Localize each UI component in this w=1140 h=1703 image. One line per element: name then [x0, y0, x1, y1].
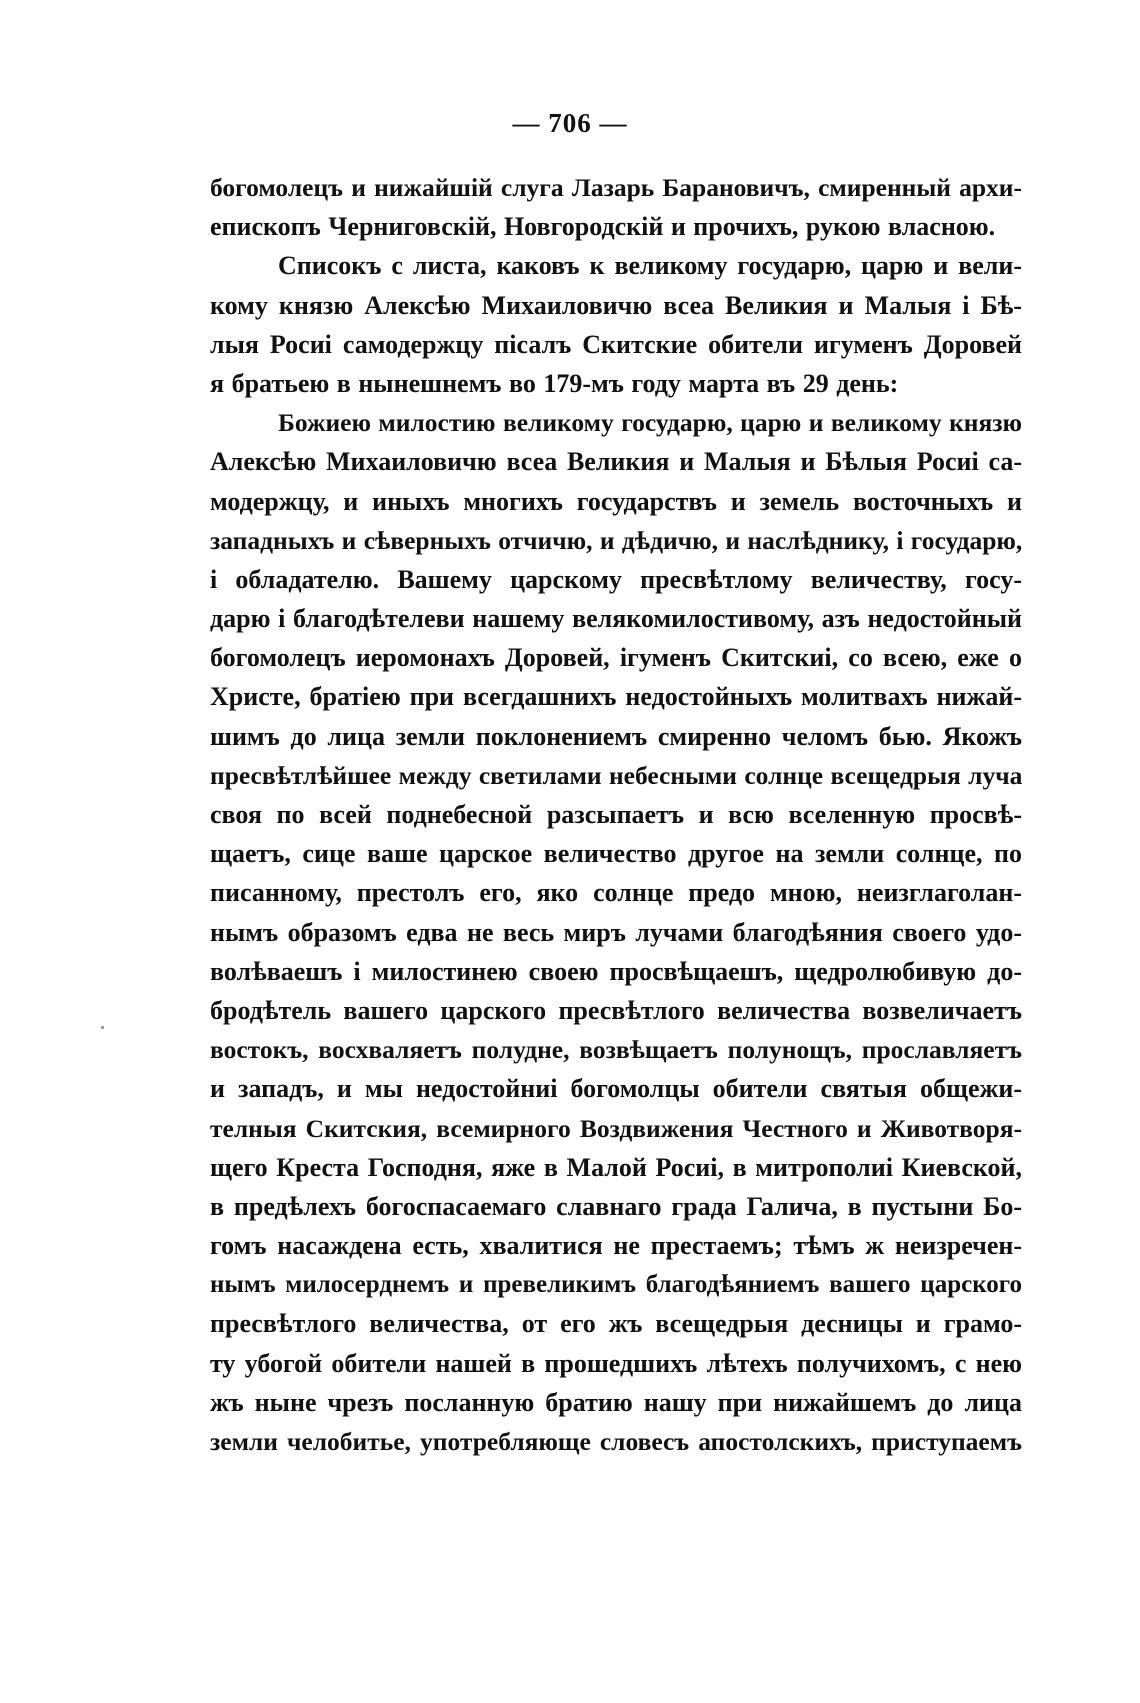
paragraph-first-line: Божиею милостию великому государю, царю и великому князю [278, 408, 1022, 438]
text-line: богомолецъ иеромонахъ Доровей, ігуменъ Скитскиі, со всею, еже о [210, 643, 1022, 673]
text-line: жъ ныне чрезъ посланную братию нашу при нижайшемъ до лица [210, 1387, 1022, 1417]
text-line: и западъ, и мы недостойниі богомолцы обители святыя общежи- [210, 1074, 1022, 1104]
text-line: модержцу, и иныхъ многихъ государствъ и земель восточныхъ и [210, 486, 1022, 516]
text-line: пресвѣтлого величества, от его жъ всещедрыя десницы и грамо- [210, 1309, 1022, 1339]
text-line: пресвѣтлѣйшее между светилами небесными солнце всещедрыя луча [210, 760, 1023, 790]
text-line: я братьею в нынешнемъ во 179-мъ году марта въ 29 день: [210, 368, 899, 398]
page-number: — 706 — [512, 108, 628, 138]
text-line: Алексѣю Михаиловичю всеа Великия и Малыя и Бѣлыя Росиі са- [210, 447, 1022, 477]
text-line: волѣваешъ і милостинею своею просвѣщаешъ, щедролюбивую до- [210, 956, 1022, 986]
text-line: шимъ до лица земли поклонениемъ смиренно челомъ бью. Якожъ [210, 721, 1022, 751]
text-line: телныя Скитския, всемирного Воздвижения Честного и Животворя- [210, 1113, 1022, 1143]
body-text [210, 168, 1022, 1461]
text-line: гомъ насаждена есть, хвалитися не престаемъ; тѣмъ ж неизречен- [210, 1231, 1022, 1261]
text-line: епископъ Черниговскій, Новгородскій и прочихъ, рукою власною. [210, 212, 996, 242]
text-line: бродѣтель вашего царского пресвѣтлого величества возвеличаетъ [210, 995, 1022, 1025]
text-line: своя по всей поднебесной разсыпаетъ и всю вселенную просвѣ- [210, 800, 1022, 829]
text-line: западныхъ и сѣверныхъ отчичю, и дѣдичю, и наслѣднику, і государю, [210, 525, 1023, 555]
text-line: і обладателю. Вашему царскому пресвѣтлому величеству, госу- [210, 564, 1022, 594]
text-line: щего Креста Господня, яже в Малой Росиі, в митрополиі Киевской, [210, 1152, 1022, 1182]
text-line: Христе, братіею при всегдашнихъ недостойныхъ молитвахъ нижай- [210, 682, 1022, 712]
text-line: кому князю Алексѣю Михаиловичю всеа Великия и Малыя і Бѣ- [210, 290, 1022, 320]
text-line: земли челобитье, употребляюще словесъ апостолскихъ, приступаемъ [210, 1427, 1022, 1456]
text-line: лыя Росиі самодержцу пісалъ Скитские обители игуменъ Доровей [210, 329, 1022, 359]
text-line: нымъ милосерднемъ и превеликимъ благодѣяниемъ вашего царского [210, 1271, 1022, 1299]
text-line: ту убогой обители нашей в прошедшихъ лѣтехъ получихомъ, с нею [210, 1348, 1022, 1378]
text-line: богомолецъ и нижайшій слуга Лазарь Барановичъ, смиренный архи- [210, 173, 1022, 202]
text-line: нымъ образомъ едва не весь миръ лучами благодѣяния своего удо- [210, 917, 1022, 947]
text-line: востокъ, восхваляетъ полудне, возвѣщаетъ полунощъ, прославляетъ [210, 1035, 1022, 1065]
text-line: щаетъ, сице ваше царское величество другое на земли солнце, по [210, 839, 1022, 869]
margin-mark [101, 1026, 104, 1029]
text-line: дарю і благодѣтелеви нашему велякомилостивому, азъ недостойный [210, 604, 1022, 634]
text-line: писанному, престолъ его, яко солнце предо мною, неизглаголан- [210, 878, 1022, 908]
text-line: в предѣлехъ богоспасаемаго славнаго града Галича, в пустыни Бо- [210, 1191, 1022, 1221]
paragraph-first-line: Списокъ с листа, каковъ к великому государю, царю и вели- [278, 251, 1022, 281]
